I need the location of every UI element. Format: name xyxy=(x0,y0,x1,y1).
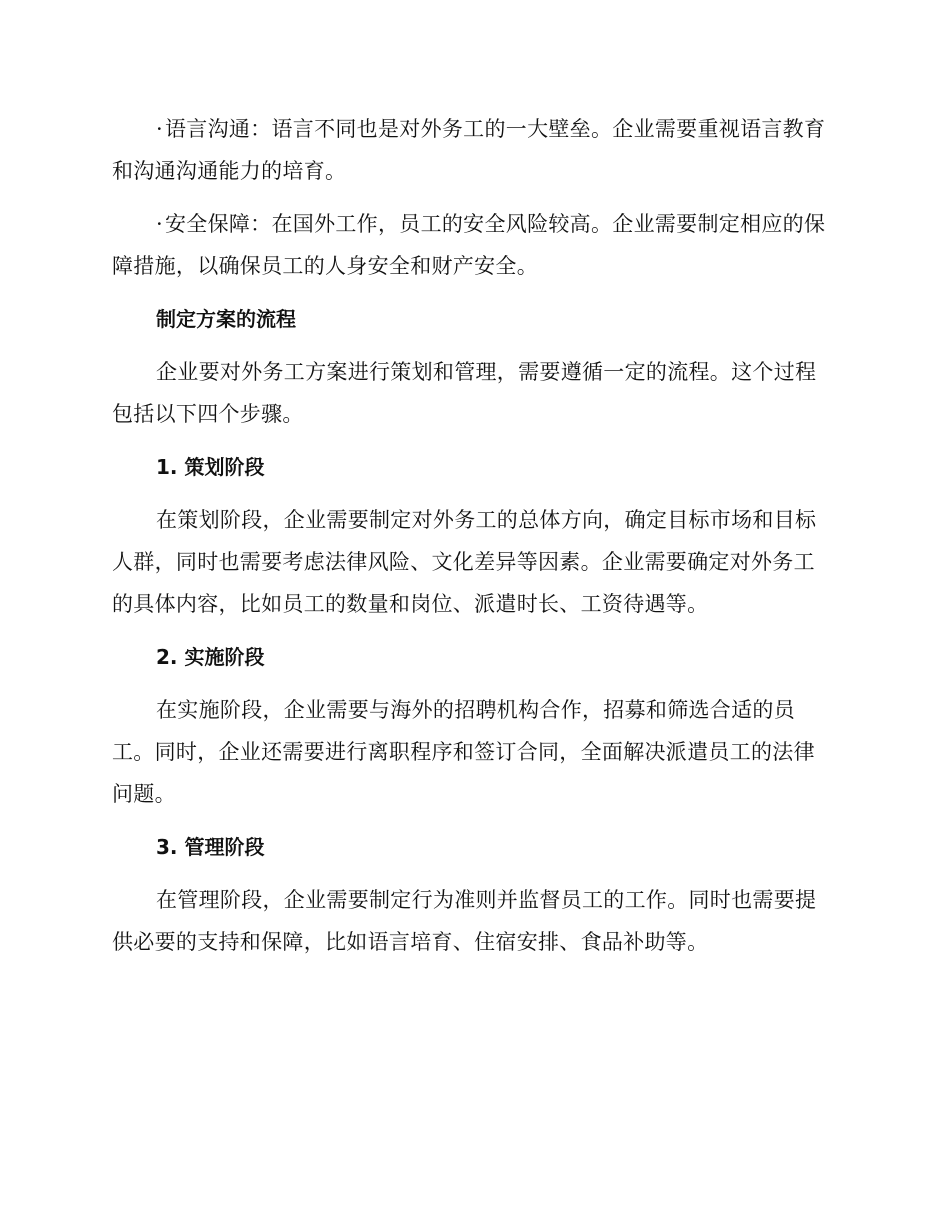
bullet-mark: · xyxy=(156,212,163,236)
bullet-text: 语言沟通：语言不同也是对外务工的一大壁垒。企业需要重视语言教育和沟通沟通能力的培育。 xyxy=(112,117,826,183)
paragraph-planning: 在策划阶段，企业需要制定对外务工的总体方向，确定目标市场和目标人群，同时也需要考虑法律风险、文化差异等因素。企业需要确定对外务工的具体内容，比如员工的数量和岗位、派遣时长、工资待遇等。 xyxy=(112,508,817,616)
section-heading-process: 制定方案的流程 xyxy=(156,307,296,331)
step-heading-planning: 1. 策划阶段 xyxy=(156,455,265,479)
step-heading-implementation: 2. 实施阶段 xyxy=(156,645,265,669)
paragraph-management: 在管理阶段，企业需要制定行为准则并监督员工的工作。同时也需要提供必要的支持和保障，比如语言培育、住宿安排、食品补助等。 xyxy=(112,888,817,954)
bullet-mark: · xyxy=(156,117,163,141)
step-heading-management: 3. 管理阶段 xyxy=(156,835,265,859)
bullet-language-communication xyxy=(112,108,832,192)
bullet-text: 安全保障：在国外工作，员工的安全风险较高。企业需要制定相应的保障措施，以确保员工的人身安全和财产安全。 xyxy=(112,212,826,278)
paragraph-process-intro: 企业要对外务工方案进行策划和管理，需要遵循一定的流程。这个过程包括以下四个步骤。 xyxy=(112,360,817,426)
paragraph-implementation: 在实施阶段，企业需要与海外的招聘机构合作，招募和筛选合适的员工。同时，企业还需要进行离职程序和签订合同，全面解决派遣员工的法律问题。 xyxy=(112,698,815,806)
bullet-safety-guarantee xyxy=(112,203,832,287)
document-body xyxy=(112,108,832,974)
